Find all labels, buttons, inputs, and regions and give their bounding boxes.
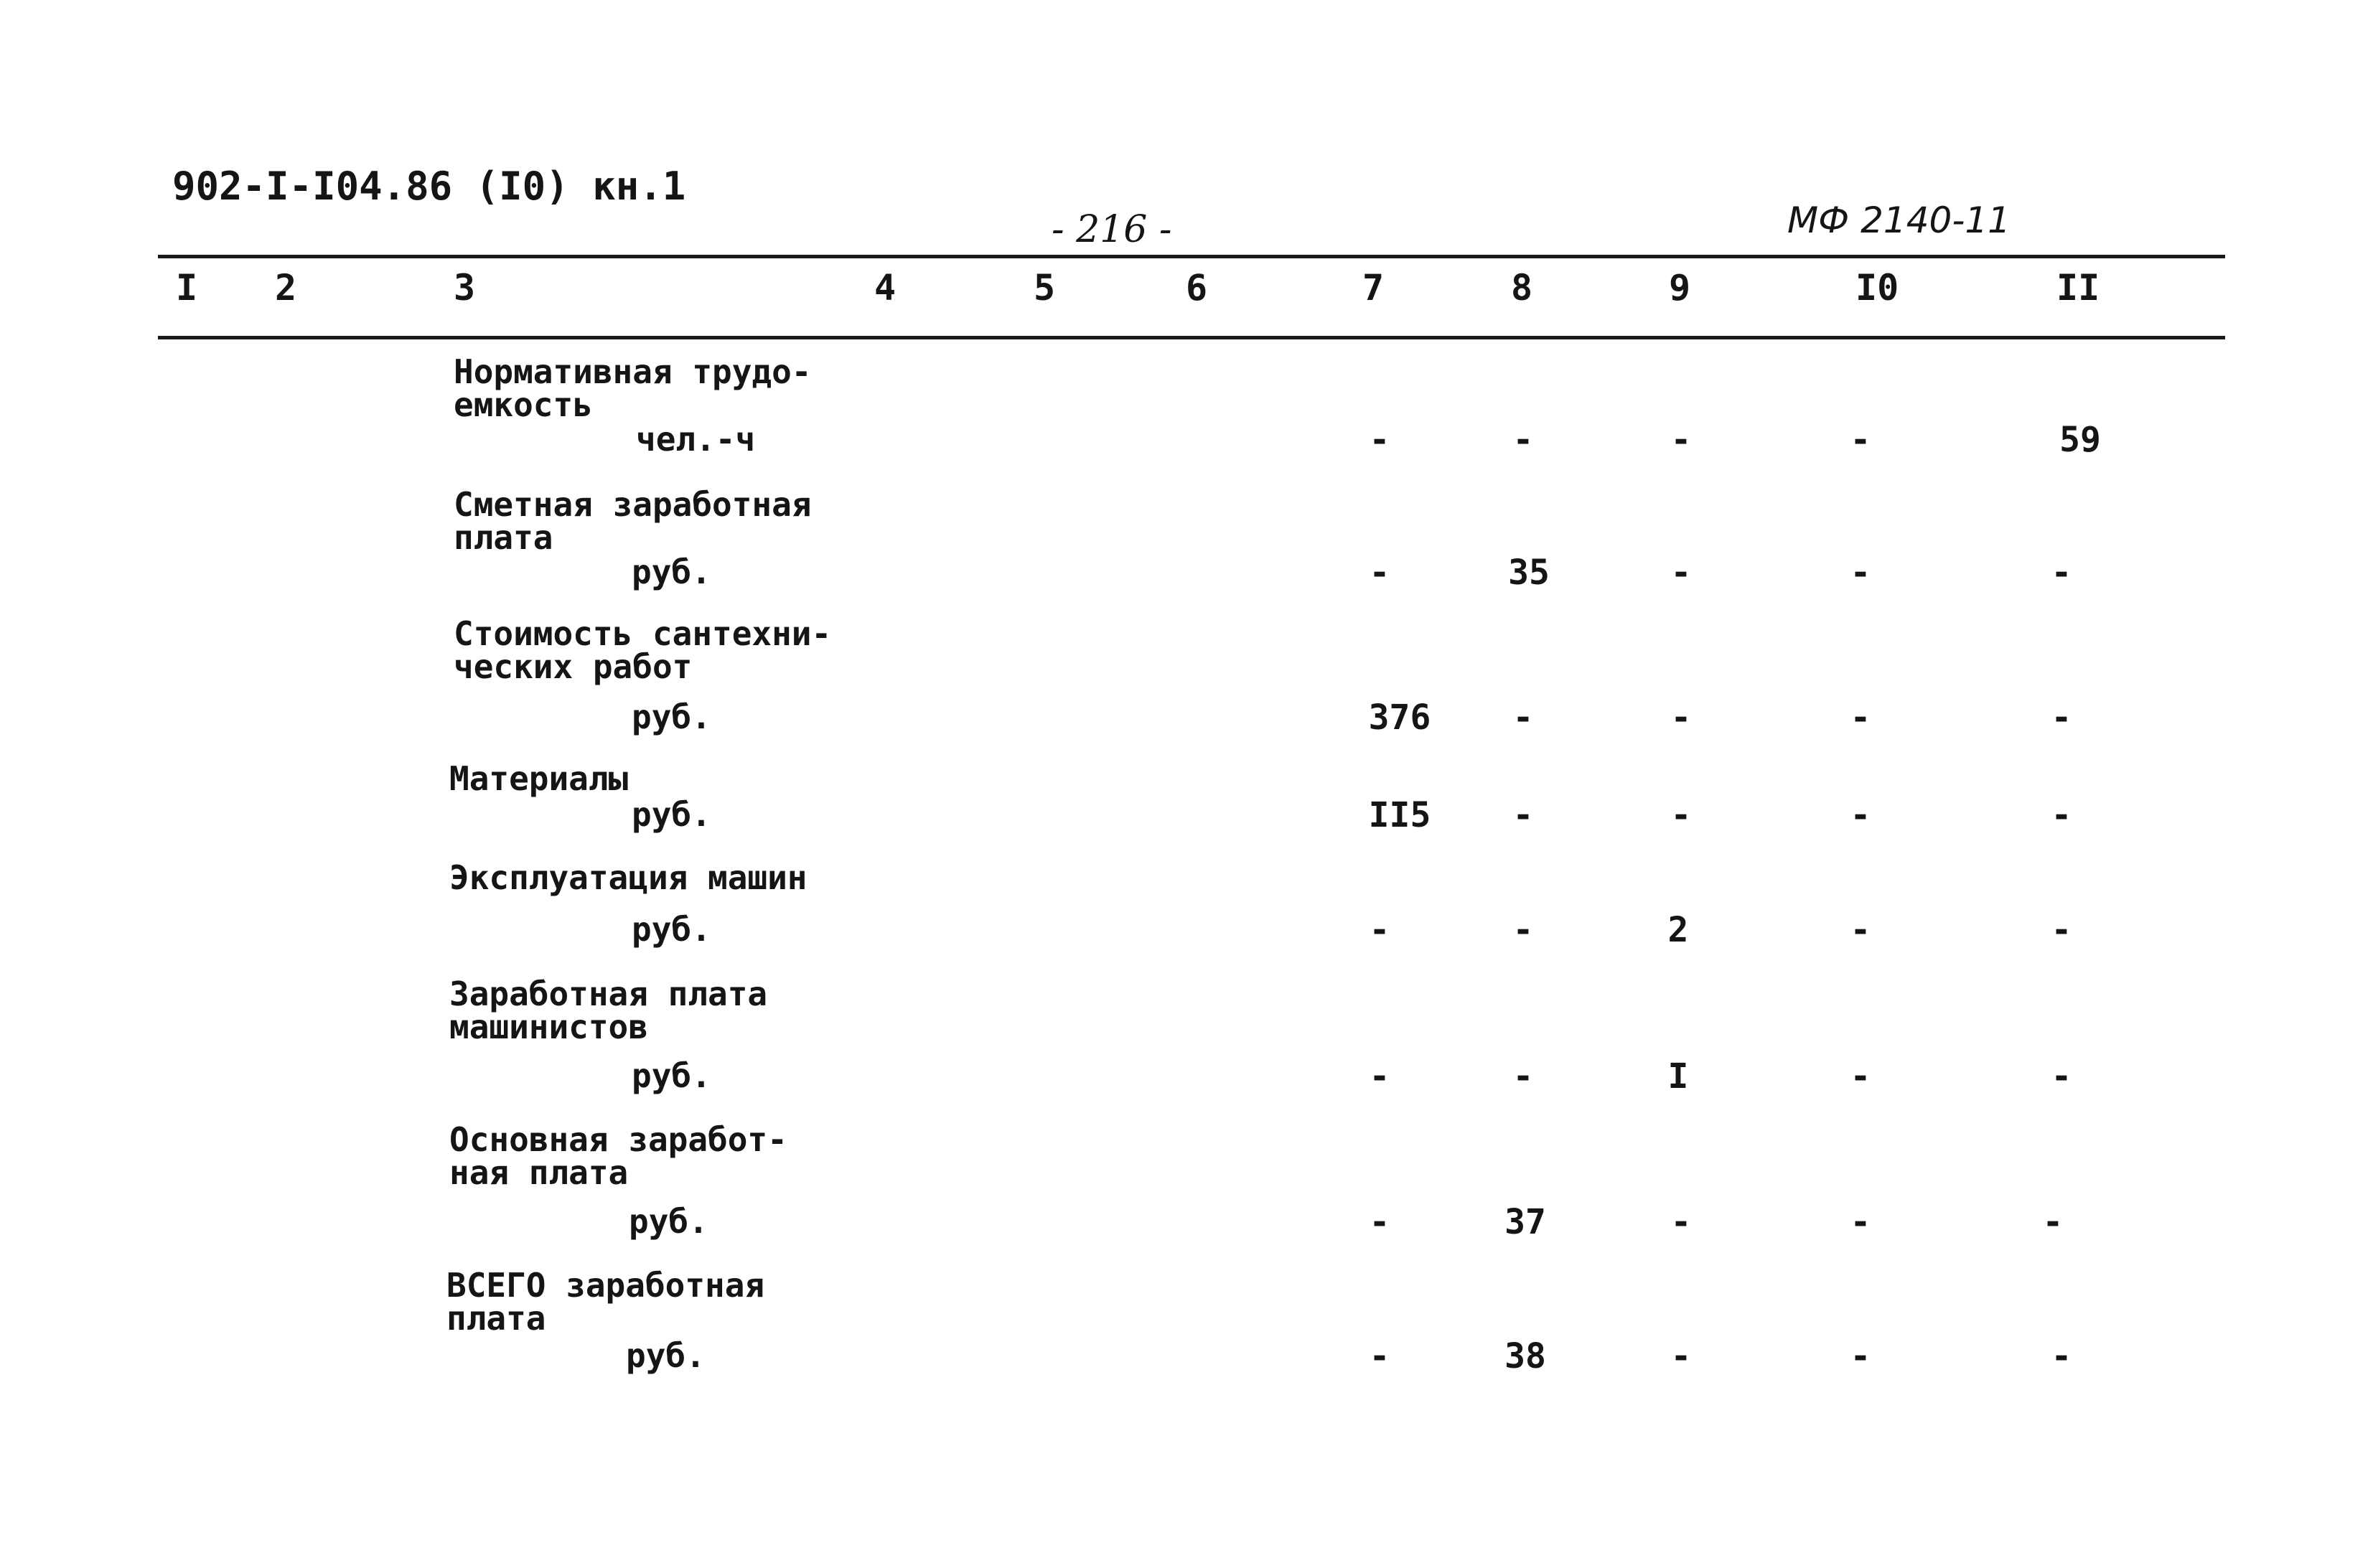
row-value-col10: -	[1850, 698, 1871, 738]
row-unit: руб.	[632, 795, 711, 834]
row-value-col11: -	[2051, 698, 2072, 738]
row-value-col11: -	[2051, 795, 2072, 835]
row-value-col9: -	[1670, 420, 1692, 460]
row-label-line: Стоимость сантехни-	[454, 614, 832, 653]
row-value-col7: II5	[1368, 795, 1431, 835]
column-header-3: 3	[454, 267, 476, 309]
row-value-col11: -	[2051, 910, 2072, 950]
row-unit: руб.	[632, 1056, 711, 1095]
column-header-8: 8	[1511, 267, 1533, 309]
row-label-line: ческих работ	[454, 647, 693, 686]
row-value-col10: -	[1850, 553, 1871, 593]
row-value-col9: 2	[1667, 910, 1689, 950]
row-label-line: Эксплуатация машин	[449, 858, 808, 897]
row-value-col8: -	[1512, 420, 1534, 460]
row-value-col7: -	[1369, 910, 1390, 950]
row-label-line: плата	[446, 1299, 546, 1338]
row-unit: руб.	[632, 553, 711, 591]
row-value-col11: -	[2051, 553, 2072, 593]
row-label-line: Основная заработ-	[449, 1120, 787, 1159]
column-header-1: I	[176, 267, 198, 309]
row-value-col9: -	[1670, 1202, 1692, 1242]
row-label-line: емкость	[454, 385, 593, 424]
column-header-2: 2	[275, 267, 297, 309]
row-unit: чел.-ч	[636, 420, 756, 459]
row-value-col10: -	[1850, 795, 1871, 835]
row-value-col8: -	[1512, 1056, 1534, 1097]
row-label-line: ВСЕГО заработная	[446, 1266, 765, 1305]
row-value-col11: -	[2042, 1202, 2064, 1242]
row-label-line: Заработная плата	[449, 975, 768, 1013]
row-value-col10: -	[1850, 1202, 1871, 1242]
column-header-7: 7	[1362, 267, 1385, 309]
row-label-line: Сметная заработная	[454, 485, 812, 524]
column-header-4: 4	[874, 267, 897, 309]
row-label-line: ная плата	[449, 1153, 629, 1192]
row-value-col9: -	[1670, 553, 1692, 593]
row-value-col10: -	[1850, 1056, 1871, 1097]
table-header-rule	[158, 336, 2225, 339]
row-label-line: машинистов	[449, 1008, 648, 1046]
column-header-11: II	[2056, 267, 2100, 309]
row-value-col7: -	[1369, 1202, 1390, 1242]
row-value-col10: -	[1850, 420, 1871, 460]
row-value-col8: 38	[1504, 1336, 1546, 1376]
row-value-col11: -	[2051, 1336, 2072, 1376]
row-unit: руб.	[626, 1336, 706, 1375]
row-label-line: плата	[454, 518, 553, 557]
row-value-col9: -	[1670, 1336, 1692, 1376]
row-value-col8: 37	[1504, 1202, 1546, 1242]
row-value-col7: -	[1369, 1336, 1390, 1376]
row-value-col9: -	[1670, 698, 1692, 738]
row-unit: руб.	[632, 910, 711, 949]
row-value-col9: I	[1667, 1056, 1689, 1097]
row-value-col8: -	[1512, 795, 1534, 835]
row-label-line: Материалы	[449, 759, 629, 798]
row-value-col11: 59	[2059, 420, 2101, 460]
column-header-5: 5	[1034, 267, 1056, 309]
row-value-col8: -	[1512, 698, 1534, 738]
row-value-col10: -	[1850, 1336, 1871, 1376]
page-number: - 216 -	[1052, 208, 1172, 251]
column-header-10: I0	[1855, 267, 1899, 309]
row-label-line: Нормативная трудо-	[454, 352, 812, 391]
document-stamp: МФ 2140-11	[1787, 199, 2011, 241]
row-value-col10: -	[1850, 910, 1871, 950]
row-value-col7: -	[1369, 553, 1390, 593]
row-value-col7: -	[1369, 1056, 1390, 1097]
row-value-col7: -	[1369, 420, 1390, 460]
row-value-col8: -	[1512, 910, 1534, 950]
row-unit: руб.	[629, 1202, 708, 1241]
row-value-col11: -	[2051, 1056, 2072, 1097]
row-value-col8: 35	[1508, 553, 1550, 593]
row-value-col7: 376	[1368, 698, 1431, 738]
column-header-9: 9	[1669, 267, 1691, 309]
row-unit: руб.	[632, 698, 711, 736]
row-value-col9: -	[1670, 795, 1692, 835]
document-code: 902-I-I04.86 (I0) кн.1	[172, 164, 686, 209]
table-top-rule	[158, 255, 2225, 258]
column-header-6: 6	[1186, 267, 1208, 309]
